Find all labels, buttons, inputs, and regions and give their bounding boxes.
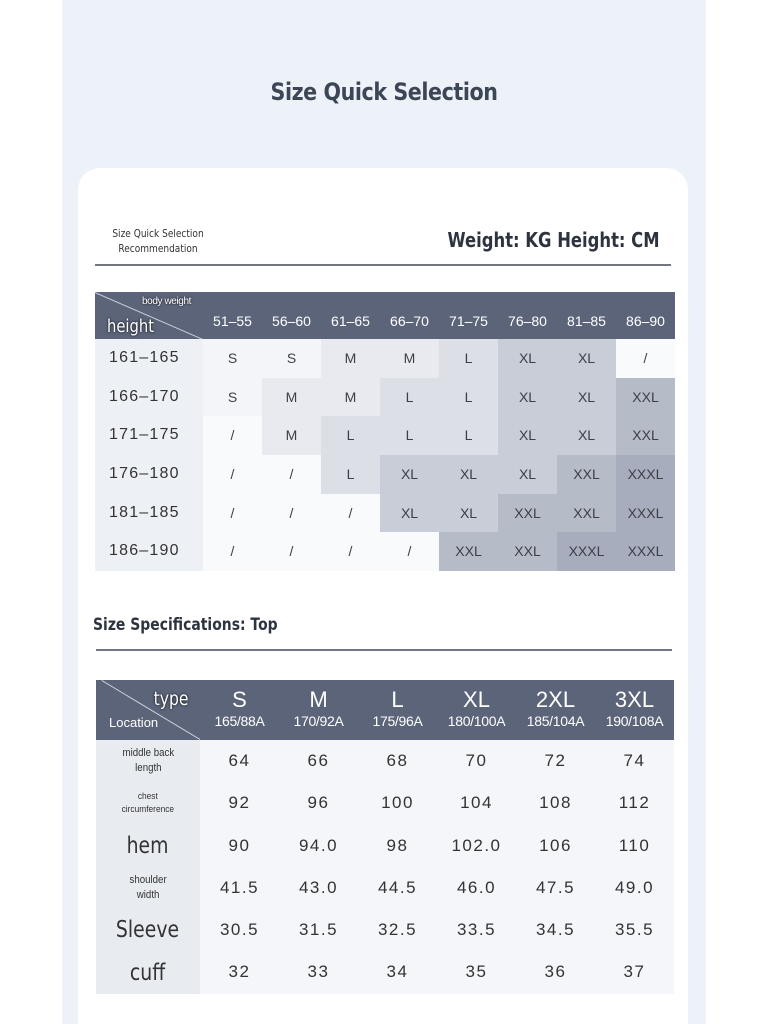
height-label: 171–175 bbox=[95, 416, 203, 455]
size-cell: S bbox=[203, 339, 262, 378]
size-cell: L bbox=[380, 378, 439, 417]
table-row bbox=[95, 532, 675, 571]
size-cell: XL bbox=[498, 416, 557, 455]
table-row bbox=[96, 740, 674, 782]
recommendation-label bbox=[107, 226, 209, 256]
size-header bbox=[200, 680, 279, 740]
height-label: 181–185 bbox=[95, 494, 203, 533]
size-cell: XXXL bbox=[616, 455, 675, 494]
page-title: Size Quick Selection bbox=[270, 78, 498, 106]
measurement-label-line: Sleeve bbox=[116, 917, 180, 944]
table-row bbox=[95, 339, 675, 378]
measurement-label-line: chest bbox=[137, 791, 158, 803]
height-label: 161–165 bbox=[95, 339, 203, 378]
measurement-label-line: cuff bbox=[130, 959, 166, 986]
size-cell: L bbox=[321, 416, 380, 455]
corner-type-label: type bbox=[153, 688, 188, 710]
weight-header: 61–65 bbox=[331, 313, 370, 329]
size-cell: L bbox=[439, 339, 498, 378]
table-row bbox=[96, 782, 674, 824]
measurement-value: 33.5 bbox=[437, 909, 516, 951]
measurement-value: 104 bbox=[437, 782, 516, 824]
size-code: 190/108A bbox=[605, 713, 664, 729]
size-cell: XXXL bbox=[557, 532, 616, 571]
size-code: 180/100A bbox=[447, 713, 506, 729]
size-cell: M bbox=[262, 416, 321, 455]
size-name: S bbox=[232, 687, 247, 712]
size-cell: / bbox=[262, 532, 321, 571]
size-header bbox=[437, 680, 516, 740]
measurement-label-text bbox=[122, 746, 174, 776]
spec-table-body bbox=[96, 740, 674, 994]
table-row bbox=[96, 951, 674, 993]
size-cell: / bbox=[203, 532, 262, 571]
measurement-value: 108 bbox=[516, 782, 595, 824]
size-cell: XL bbox=[498, 455, 557, 494]
measurement-label bbox=[96, 867, 200, 909]
measurement-label-line: middle back bbox=[122, 747, 174, 760]
size-cell: / bbox=[203, 494, 262, 533]
size-cell: XL bbox=[380, 494, 439, 533]
corner-weight-label: body weight bbox=[142, 296, 191, 307]
table-row bbox=[95, 494, 675, 533]
size-cell: XL bbox=[557, 339, 616, 378]
size-code: 165/88A bbox=[214, 713, 265, 729]
size-cell: XXL bbox=[616, 416, 675, 455]
measurement-label-line: width bbox=[136, 889, 160, 902]
size-cell: M bbox=[321, 339, 380, 378]
size-cell: S bbox=[203, 378, 262, 417]
size-cell: S bbox=[262, 339, 321, 378]
quick-table-body bbox=[95, 339, 675, 571]
measurement-label-text bbox=[116, 917, 179, 943]
measurement-label bbox=[96, 909, 200, 951]
measurement-value: 47.5 bbox=[516, 867, 595, 909]
measurement-label-text bbox=[130, 960, 165, 986]
weight-header: 51–55 bbox=[213, 313, 252, 329]
recommendation-label-line2: Recommendation bbox=[118, 242, 198, 255]
size-name: L bbox=[391, 687, 404, 712]
table-row bbox=[96, 867, 674, 909]
divider bbox=[95, 264, 671, 266]
height-label: 176–180 bbox=[95, 455, 203, 494]
measurement-value: 34.5 bbox=[516, 909, 595, 951]
measurement-value: 64 bbox=[200, 740, 279, 782]
measurement-value: 43.0 bbox=[279, 867, 358, 909]
weight-header: 81–85 bbox=[567, 313, 606, 329]
size-cell: / bbox=[262, 494, 321, 533]
size-cell: / bbox=[203, 455, 262, 494]
measurement-value: 94.0 bbox=[279, 825, 358, 867]
units-label: Weight: KG Height: CM bbox=[447, 228, 660, 252]
measurement-value: 44.5 bbox=[358, 867, 437, 909]
recommendation-label-line1: Size Quick Selection bbox=[112, 227, 204, 240]
table-row bbox=[96, 909, 674, 951]
size-cell: L bbox=[439, 416, 498, 455]
size-name: M bbox=[309, 687, 328, 712]
measurement-label bbox=[96, 825, 200, 867]
size-cell: M bbox=[262, 378, 321, 417]
size-cell: M bbox=[321, 378, 380, 417]
weight-header: 56–60 bbox=[272, 313, 311, 329]
weight-header: 66–70 bbox=[390, 313, 429, 329]
height-label: 166–170 bbox=[95, 378, 203, 417]
spec-title: Size Specifications: Top bbox=[93, 615, 278, 635]
measurement-value: 72 bbox=[516, 740, 595, 782]
size-name: 2XL bbox=[535, 687, 576, 712]
size-cell: / bbox=[380, 532, 439, 571]
table-row bbox=[95, 455, 675, 494]
measurement-label-text bbox=[129, 873, 166, 903]
weight-header: 71–75 bbox=[449, 313, 488, 329]
size-header bbox=[358, 680, 437, 740]
measurement-value: 46.0 bbox=[437, 867, 516, 909]
measurement-value: 96 bbox=[279, 782, 358, 824]
size-spec-table bbox=[96, 680, 674, 994]
spec-table-header bbox=[96, 680, 674, 740]
size-cell: L bbox=[321, 455, 380, 494]
size-name: 3XL bbox=[614, 687, 655, 712]
measurement-label-text bbox=[122, 790, 175, 816]
measurement-label-text bbox=[127, 833, 169, 859]
measurement-label-line: hem bbox=[127, 832, 169, 859]
size-cell: L bbox=[439, 378, 498, 417]
table-row bbox=[96, 825, 674, 867]
measurement-value: 98 bbox=[358, 825, 437, 867]
quick-table-header bbox=[95, 292, 675, 339]
measurement-value: 33 bbox=[279, 951, 358, 993]
size-cell: / bbox=[616, 339, 675, 378]
measurement-value: 36 bbox=[516, 951, 595, 993]
measurement-value: 31.5 bbox=[279, 909, 358, 951]
measurement-value: 92 bbox=[200, 782, 279, 824]
measurement-value: 37 bbox=[595, 951, 674, 993]
measurement-value: 49.0 bbox=[595, 867, 674, 909]
divider bbox=[96, 649, 672, 651]
size-cell: XXL bbox=[557, 455, 616, 494]
size-cell: XXL bbox=[557, 494, 616, 533]
measurement-label-line: shoulder bbox=[129, 874, 167, 887]
size-cell: XL bbox=[498, 339, 557, 378]
spec-table-corner bbox=[96, 680, 200, 740]
table-row bbox=[95, 378, 675, 417]
size-code: 170/92A bbox=[293, 713, 344, 729]
size-cell: XXL bbox=[439, 532, 498, 571]
size-cell: / bbox=[321, 494, 380, 533]
table-row bbox=[95, 416, 675, 455]
size-header bbox=[595, 680, 674, 740]
size-cell: XL bbox=[380, 455, 439, 494]
corner-height-label: height bbox=[107, 316, 155, 337]
size-cell: XXL bbox=[498, 494, 557, 533]
size-cell: XL bbox=[439, 494, 498, 533]
size-cell: XL bbox=[439, 455, 498, 494]
size-cell: XXXL bbox=[616, 532, 675, 571]
size-cell: / bbox=[262, 455, 321, 494]
size-cell: XL bbox=[557, 416, 616, 455]
measurement-label bbox=[96, 740, 200, 782]
measurement-value: 110 bbox=[595, 825, 674, 867]
measurement-value: 41.5 bbox=[200, 867, 279, 909]
size-name: XL bbox=[463, 687, 490, 712]
measurement-value: 74 bbox=[595, 740, 674, 782]
size-code: 185/104A bbox=[526, 713, 585, 729]
corner-location-label: Location bbox=[109, 715, 159, 730]
weight-header: 76–80 bbox=[508, 313, 547, 329]
measurement-value: 32.5 bbox=[358, 909, 437, 951]
size-cell: XL bbox=[557, 378, 616, 417]
size-quick-table bbox=[95, 292, 675, 571]
size-cell: / bbox=[321, 532, 380, 571]
size-cell: XL bbox=[498, 378, 557, 417]
measurement-value: 100 bbox=[358, 782, 437, 824]
weight-header: 86–90 bbox=[626, 313, 665, 329]
measurement-label bbox=[96, 782, 200, 824]
size-code: 175/96A bbox=[372, 713, 423, 729]
measurement-value: 106 bbox=[516, 825, 595, 867]
size-cell: XXL bbox=[616, 378, 675, 417]
size-cell: XXXL bbox=[616, 494, 675, 533]
measurement-value: 112 bbox=[595, 782, 674, 824]
measurement-value: 68 bbox=[358, 740, 437, 782]
size-header bbox=[516, 680, 595, 740]
measurement-label-line: length bbox=[134, 762, 162, 775]
measurement-value: 66 bbox=[279, 740, 358, 782]
measurement-value: 30.5 bbox=[200, 909, 279, 951]
measurement-value: 35.5 bbox=[595, 909, 674, 951]
measurement-value: 35 bbox=[437, 951, 516, 993]
measurement-label-line: circumference bbox=[121, 804, 175, 816]
size-cell: L bbox=[380, 416, 439, 455]
measurement-value: 102.0 bbox=[437, 825, 516, 867]
measurement-value: 34 bbox=[358, 951, 437, 993]
size-header bbox=[279, 680, 358, 740]
size-cell: XXL bbox=[498, 532, 557, 571]
measurement-value: 70 bbox=[437, 740, 516, 782]
height-label: 186–190 bbox=[95, 532, 203, 571]
measurement-value: 90 bbox=[200, 825, 279, 867]
size-cell: M bbox=[380, 339, 439, 378]
measurement-label bbox=[96, 951, 200, 993]
measurement-value: 32 bbox=[200, 951, 279, 993]
size-cell: / bbox=[203, 416, 262, 455]
quick-table-corner bbox=[95, 292, 203, 339]
